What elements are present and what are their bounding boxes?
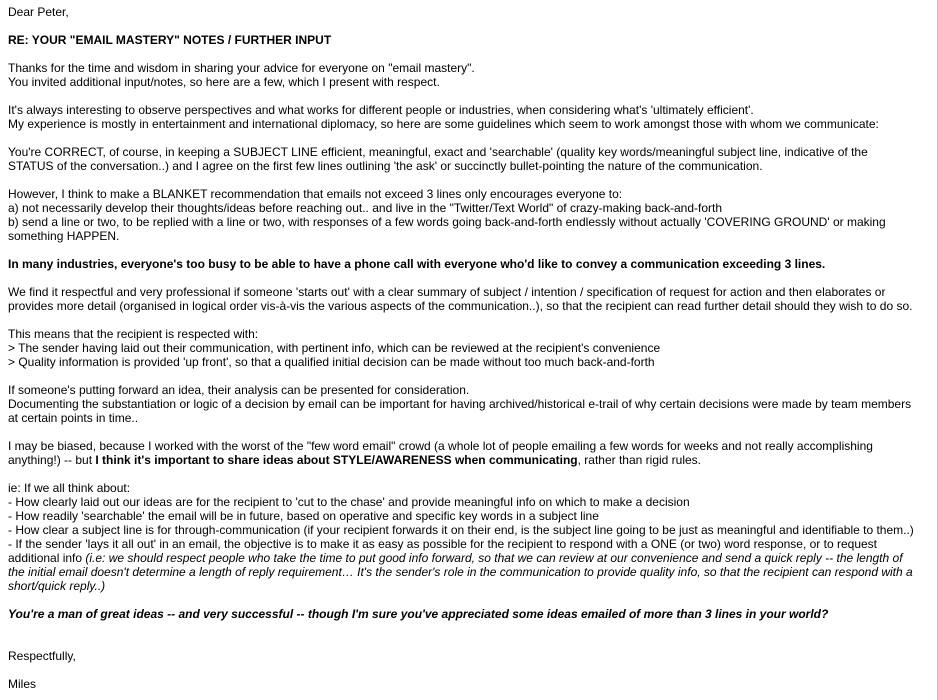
paragraph-thanks: Thanks for the time and wisdom in sharing your advice for everyone on "email mastery". You invited additional input/notes, so here are a few, which I present with respect. — [8, 61, 475, 89]
paragraph-respectful: We find it respectful and very professional if someone 'starts out' with a clear summary of subject / intention / specification of request for action and then elaborates or provides more detail (organised in logical order vis-à-vis the various aspects of the communication..), so that the recipient can read further detail should they wish to do so. — [8, 285, 913, 313]
paragraph-perspectives: It's always interesting to observe perspectives and what works for different people or industries, when considering what's 'ultimately efficient'. My experience is mostly in entertainment and international diplomacy, so here are some guidelines which seem to work amongst those with whom we communicate: — [8, 103, 879, 131]
signature: Miles — [8, 677, 37, 691]
bold-statement: In many industries, everyone's too busy to be able to have a phone call with everyone who'd like to convey a communication exceeding 3 lines. — [8, 257, 826, 271]
signoff: Respectfully, — [8, 649, 76, 663]
paragraph-idea: If someone's putting forward an idea, their analysis can be presented for consideration. Documenting the substantiation or logic of a decision by email can be important for having archived/historical e-trail of why certain decisions were made by team members at certain points in time.. — [8, 383, 912, 425]
paragraph-recipient: This means that the recipient is respected with: > The sender having laid out their communication, with pertinent info, which can be reviewed at the recipient's convenience > Quality information is provided 'up front', so that a qualified initial decision can be made without too much back-and-forth — [8, 327, 661, 369]
paragraph-subject-line: You're CORRECT, of course, in keeping a SUBJECT LINE efficient, meaningful, exact and 'searchable' (quality key words/meaningful subject line, indicative of the STATUS of the conversation..) and I agree on the first few lines outlining 'the ask' or succinctly bullet-pointing the nature of the communication. — [8, 145, 868, 173]
paragraph-biased: I may be biased, because I worked with the worst of the "few word email" crowd (a whole lot of people emailing a few words for weeks and not really accomplishing anything!) -- but I think it's important to share ideas about STYLE/AWARENESS when communicating, rather than rigid rules. — [8, 439, 873, 467]
paragraph-list: ie: If we all think about: - How clearly laid out our ideas are for the recipient to 'cut to the chase' and provide meaningful info on which to make a decision - How readily 'searchable' the email will be in future, based on operative and specific key words in a subject line - How clear a subject line is for through-communication (if your recipient forwards it on their end, is the subject line going to be just as meaningful and identifiable to them..) - If the sender 'lays it all out' in an email, the objective is to make it as easy as possible for the recipient to respond with a ONE (or two) word response, or to request additional info (i.e: we should respect people who take the time to put good info forward, so that we can review at our convenience and send a quick reply -- the length of the initial email doesn't determine a length of reply requirement… It's the sender's role in the communication to provide quality info, so that the recipient can respond with a short/quick reply..) — [8, 481, 914, 593]
paragraph-blanket: However, I think to make a BLANKET recommendation that emails not exceed 3 lines only encourages everyone to: a) not necessarily develop their thoughts/ideas before reaching out.. and live in the "Twitter/Text World" of crazy-making back-and-forth b) send a line or two, to be replied with a line or two, with responses of a few words going back-and-forth endlessly without actually 'COVERING GROUND' or making something HAPPEN. — [8, 187, 886, 243]
greeting: Dear Peter, — [8, 5, 69, 19]
closing-statement: You're a man of great ideas -- and very successful -- though I'm sure you've appreciated some ideas emailed of more than 3 lines in your world? — [8, 607, 829, 621]
subject-line: RE: YOUR "EMAIL MASTERY" NOTES / FURTHER INPUT — [8, 33, 332, 47]
